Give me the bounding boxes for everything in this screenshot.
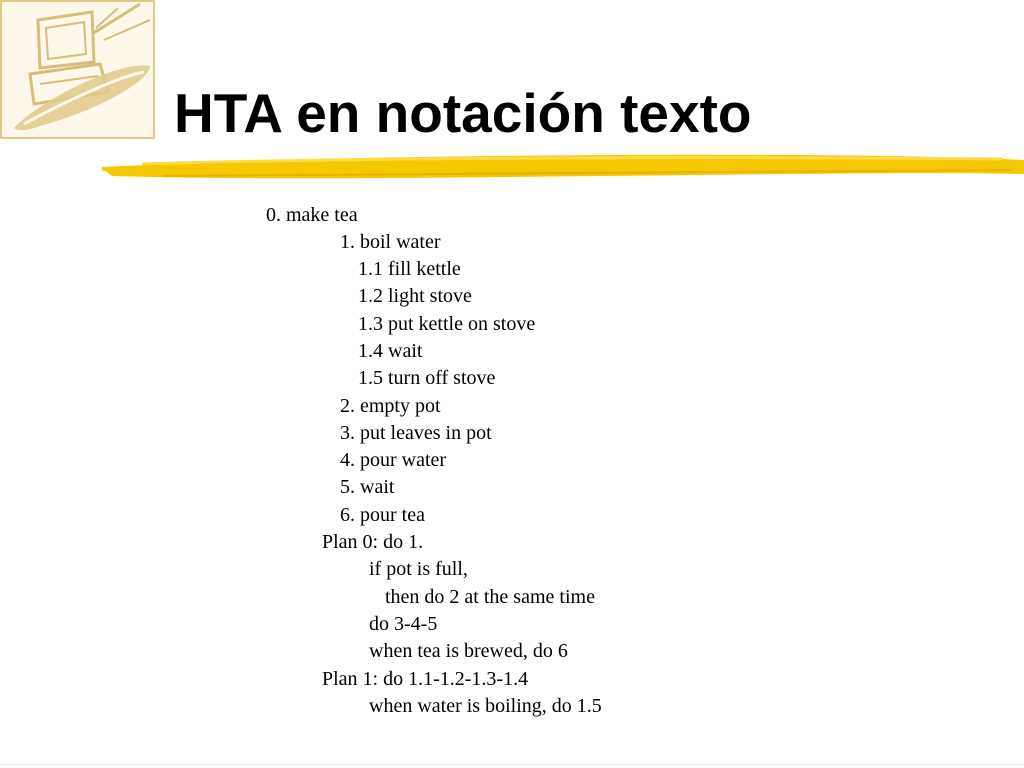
hta-line: 1.2 light stove xyxy=(358,285,472,307)
hta-plan-line: Plan 0: do 1. xyxy=(322,531,424,553)
computer-logo-icon xyxy=(0,0,156,140)
hta-line: 5. wait xyxy=(340,476,395,498)
hta-line: 0. make tea xyxy=(266,204,358,226)
hta-plan-line: do 3-4-5 xyxy=(369,613,438,635)
bottom-divider xyxy=(0,764,1024,765)
hta-line: 1.5 turn off stove xyxy=(358,367,496,389)
hta-line: 1.4 wait xyxy=(358,340,423,362)
hta-line: 1.3 put kettle on stove xyxy=(358,313,536,335)
yellow-brush-underline xyxy=(102,150,1024,184)
hta-line: 1. boil water xyxy=(340,231,441,253)
hta-line: 3. put leaves in pot xyxy=(340,422,492,444)
hta-plan-line: Plan 1: do 1.1-1.2-1.3-1.4 xyxy=(322,668,529,690)
hta-line: 6. pour tea xyxy=(340,504,425,526)
hta-plan-line: if pot is full, xyxy=(369,558,468,580)
hta-line: 2. empty pot xyxy=(340,395,441,417)
slide-title: HTA en notación texto xyxy=(174,82,752,144)
hta-plan-line: when water is boiling, do 1.5 xyxy=(369,695,602,717)
hta-line: 1.1 fill kettle xyxy=(358,258,461,280)
hta-plan-line: then do 2 at the same time xyxy=(385,586,595,608)
hta-line: 4. pour water xyxy=(340,449,447,471)
hta-plan-line: when tea is brewed, do 6 xyxy=(369,640,568,662)
